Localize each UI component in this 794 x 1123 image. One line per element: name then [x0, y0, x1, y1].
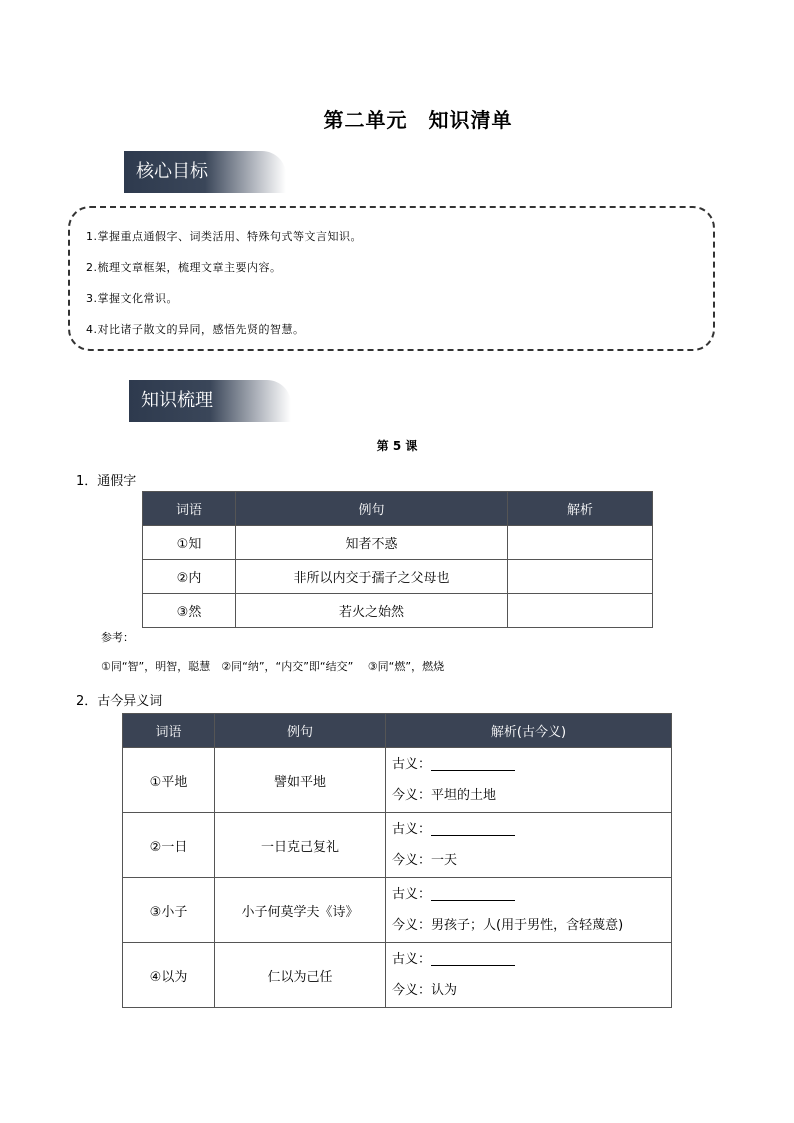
table-header-row — [143, 492, 653, 526]
header-word: 词语 — [143, 492, 236, 526]
ancient-meaning-line — [392, 814, 671, 845]
cell-analysis[interactable] — [508, 560, 653, 594]
table-header-row — [123, 714, 672, 748]
ancient-meaning-label: 古义： — [392, 757, 432, 772]
cell-sentence: 譬如平地 — [215, 748, 386, 813]
header-sentence: 例句 — [236, 492, 508, 526]
cell-analysis — [386, 748, 672, 813]
lesson-title: 第 5 课 — [376, 439, 418, 453]
cell-word: ①平地 — [123, 748, 215, 813]
goal-item: 4.对比诸子散文的异同，感悟先贤的智慧。 — [86, 323, 305, 336]
cell-word: ②内 — [143, 560, 236, 594]
tongjiazi-table — [142, 491, 653, 628]
ancient-meaning-blank[interactable] — [431, 823, 515, 836]
knowledge-banner-label: 知识梳理 — [141, 390, 213, 411]
cell-sentence: 非所以内交于孺子之父母也 — [236, 560, 508, 594]
ancient-meaning-blank[interactable] — [431, 888, 515, 901]
table-row — [123, 878, 672, 943]
header-analysis: 解析 — [508, 492, 653, 526]
modern-meaning: 今义：认为 — [392, 983, 458, 998]
page-title: 第二单元 知识清单 — [323, 108, 513, 132]
header-analysis: 解析(古今义) — [386, 714, 672, 748]
header-sentence: 例句 — [215, 714, 386, 748]
reference-answers: ①同“智”，明智，聪慧 ②同“纳”，“内交”即“结交” ③同“燃”，燃烧 — [101, 660, 445, 673]
cell-word: ②一日 — [123, 813, 215, 878]
ancient-meaning-label: 古义： — [392, 952, 432, 967]
ancient-meaning-line — [392, 944, 671, 975]
cell-analysis — [386, 943, 672, 1008]
ancient-meaning-blank[interactable] — [431, 758, 515, 771]
cell-analysis — [386, 878, 672, 943]
core-goals-banner-label: 核心目标 — [136, 161, 208, 182]
table-row — [123, 943, 672, 1008]
goals-box — [68, 206, 715, 351]
goal-item: 3.掌握文化常识。 — [86, 292, 178, 305]
goal-item: 2.梳理文章框架，梳理文章主要内容。 — [86, 261, 282, 274]
cell-word: ①知 — [143, 526, 236, 560]
cell-sentence: 知者不惑 — [236, 526, 508, 560]
ancient-meaning-label: 古义： — [392, 887, 432, 902]
ancient-meaning-blank[interactable] — [431, 953, 515, 966]
ancient-meaning-line — [392, 879, 671, 910]
core-goals-banner — [124, 151, 286, 193]
section-heading-tongjiazi: 1．通假字 — [76, 474, 137, 489]
cell-analysis[interactable] — [508, 594, 653, 628]
cell-sentence: 小子何莫学夫《诗》 — [215, 878, 386, 943]
gujin-table — [122, 713, 672, 1008]
knowledge-banner — [129, 380, 291, 422]
ancient-meaning-label: 古义： — [392, 822, 432, 837]
cell-sentence: 若火之始然 — [236, 594, 508, 628]
table-row — [123, 748, 672, 813]
section-heading-gujin: 2．古今异义词 — [76, 694, 163, 709]
cell-word: ④以为 — [123, 943, 215, 1008]
table-row — [143, 526, 653, 560]
modern-meaning: 今义：一天 — [392, 853, 458, 868]
goal-item: 1.掌握重点通假字、词类活用、特殊句式等文言知识。 — [86, 230, 362, 243]
modern-meaning: 今义：平坦的土地 — [392, 788, 497, 803]
modern-meaning: 今义：男孩子；人(用于男性，含轻蔑意) — [392, 918, 624, 933]
reference-label: 参考： — [101, 631, 134, 644]
cell-analysis[interactable] — [508, 526, 653, 560]
cell-sentence: 仁以为己任 — [215, 943, 386, 1008]
table-row — [143, 594, 653, 628]
table-row — [143, 560, 653, 594]
cell-sentence: 一日克己复礼 — [215, 813, 386, 878]
cell-analysis — [386, 813, 672, 878]
ancient-meaning-line — [392, 749, 671, 780]
cell-word: ③然 — [143, 594, 236, 628]
header-word: 词语 — [123, 714, 215, 748]
cell-word: ③小子 — [123, 878, 215, 943]
table-row — [123, 813, 672, 878]
